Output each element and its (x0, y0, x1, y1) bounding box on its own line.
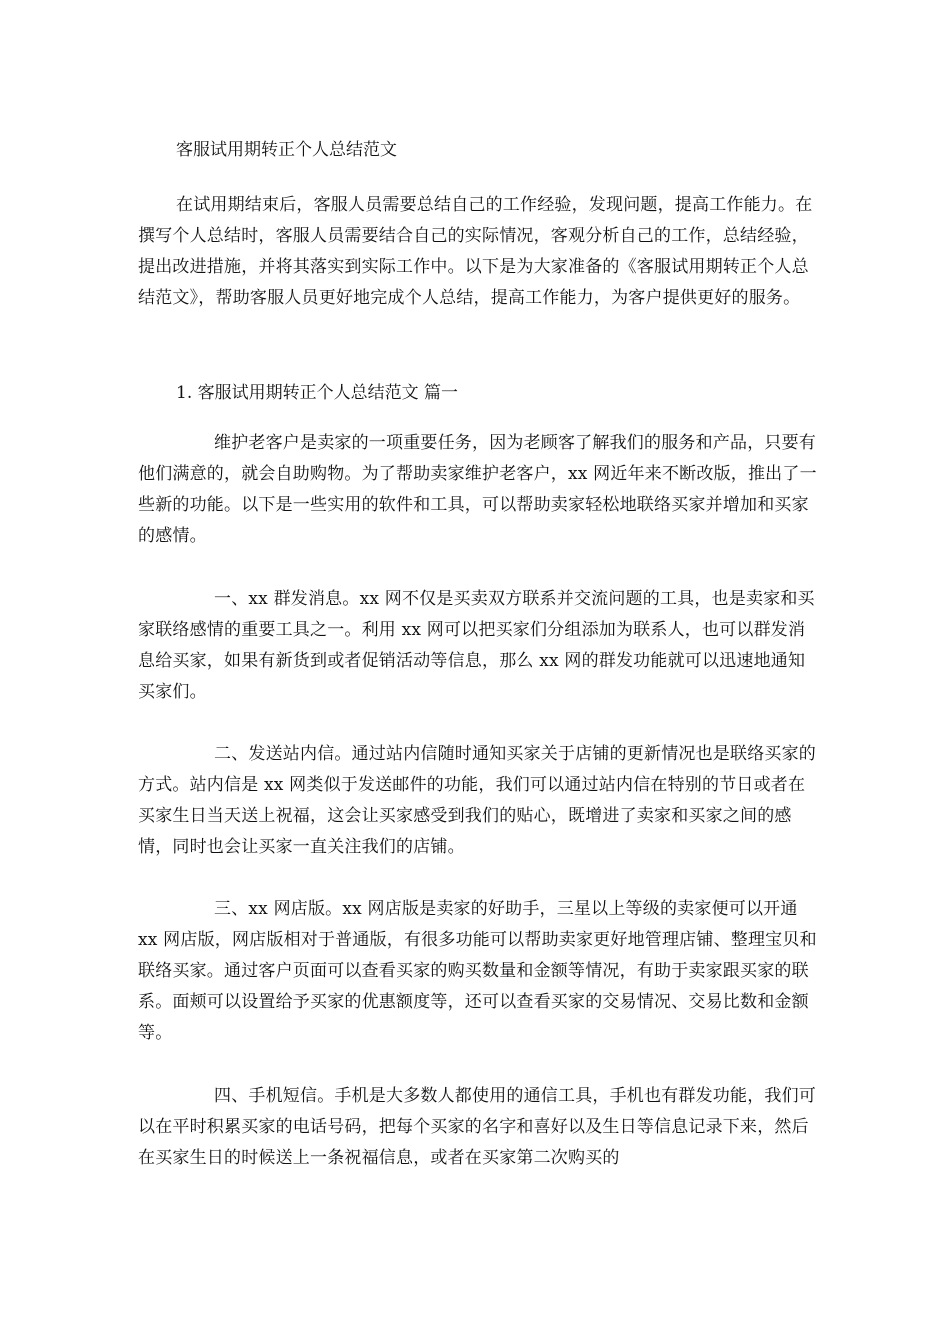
body-paragraph-3: 二、发送站内信。通过站内信随时通知买家关于店铺的更新情况也是联络买家的方式。站内信是 xx 网类似于发送邮件的功能，我们可以通过站内信在特别的节日或者在买家生日当天送上祝福，这会让买家感受到我们的贴心，既增进了卖家和买家之间的感情，同时也会让买家一直关注我们的店铺。 (138, 744, 816, 857)
body-paragraph-4: 三、xx 网店版。xx 网店版是卖家的好助手，三星以上等级的卖家便可以开通 xx 网店版，网店版相对于普通版，有很多功能可以帮助卖家更好地管理店铺、整理宝贝和联络买家。通过客户页面可以查看买家的购买数量和金额等情况，有助于卖家跟买家的联系。面颊可以设置给予买家的优惠额度等，还可以查看买家的交易情况、交易比数和金额等。 (138, 899, 817, 1043)
body-paragraph-5: 四、手机短信。手机是大多数人都使用的通信工具，手机也有群发功能，我们可以在平时积累买家的电话号码，把每个买家的名字和喜好以及生日等信息记录下来，然后在买家生日的时候送上一条祝福信息，或者在买家第二次购买的 (138, 1086, 816, 1168)
section-heading: 1. 客服试用期转正个人总结范文 篇一 (176, 383, 459, 403)
body-paragraph-2: 一、xx 群发消息。xx 网不仅是买卖双方联系并交流问题的工具，也是卖家和买家联络感情的重要工具之一。利用 xx 网可以把买家们分组添加为联系人，也可以群发消息给买家，如果有新货到或者促销活动等信息，那么 xx 网的群发功能就可以迅速地通知买家们。 (138, 589, 815, 702)
body-paragraph-1: 维护老客户是卖家的一项重要任务，因为老顾客了解我们的服务和产品，只要有他们满意的，就会自助购物。为了帮助卖家维护老客户，xx 网近年来不断改版，推出了一些新的功能。以下是一些实用的软件和工具，可以帮助卖家轻松地联络买家并增加和买家的感情。 (138, 433, 817, 546)
document-title: 客服试用期转正个人总结范文 (176, 140, 397, 160)
intro-paragraph: 在试用期结束后，客服人员需要总结自己的工作经验，发现问题，提高工作能力。在撰写个人总结时，客服人员需要结合自己的实际情况，客观分析自己的工作，总结经验，提出改进措施，并将其落实到实际工作中。以下是为大家准备的《客服试用期转正个人总结范文》，帮助客服人员更好地完成个人总结，提高工作能力，为客户提供更好的服务。 (138, 195, 813, 308)
